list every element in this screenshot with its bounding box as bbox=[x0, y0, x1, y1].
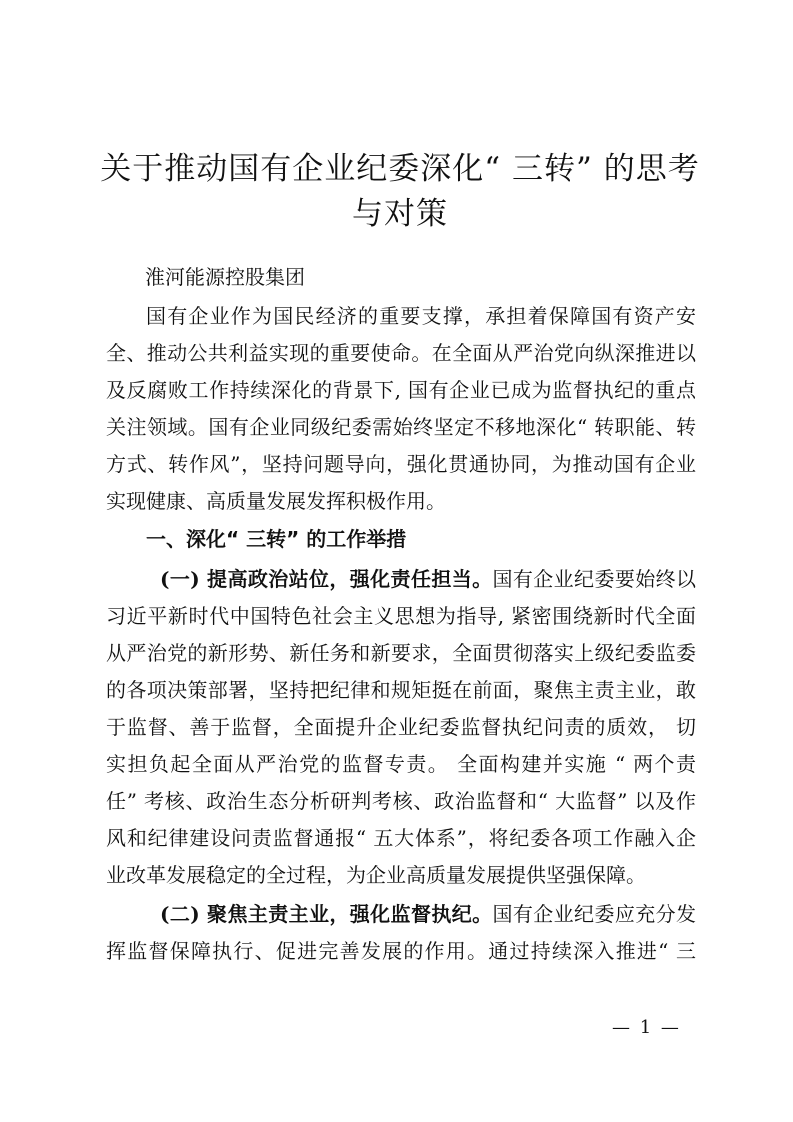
page-number: — 1 — bbox=[612, 1017, 681, 1038]
intro-line: 国有企业作为国民经济的重要支撑，承担着保障国有资产安 bbox=[146, 304, 696, 328]
intro-line: 方式、转作风”，坚持问题导向，强化贯通协同，为推动国有企业 bbox=[106, 452, 696, 476]
intro-line: 关注领域。国有企业同级纪委需始终坚定不移地深化“ 转职能、转 bbox=[106, 415, 696, 439]
item-2-first-rest: 国有企业纪委应充分发 bbox=[492, 902, 696, 926]
intro-line: 及反腐败工作持续深化的背景下, 国有企业已成为监督执纪的重点 bbox=[106, 378, 696, 402]
document-title-line-1: 关于推动国有企业纪委深化“ 三转” 的思考 bbox=[100, 151, 700, 187]
item-1-line: 的各项决策部署，坚持把纪律和规矩挺在前面，聚焦主责主业，敢 bbox=[106, 678, 696, 702]
item-1-line: 习近平新时代中国特色社会主义思想为指导, 紧密围绕新时代全面 bbox=[106, 604, 696, 628]
item-1-line: 风和纪律建设问责监督通报“ 五大体系”，将纪委各项工作融入企 bbox=[106, 826, 696, 850]
author-organization: 淮河能源控股集团 bbox=[145, 265, 305, 289]
item-2-line: 挥监督保障执行、促进完善发展的作用。通过持续深入推进“ 三 bbox=[106, 939, 696, 963]
item-1-first-line bbox=[160, 562, 696, 596]
item-1-line: 于监督、善于监督，全面提升企业纪委监督执纪问责的质效， 切 bbox=[106, 715, 696, 739]
item-1-line: 从严治党的新形势、新任务和新要求，全面贯彻落实上级纪委监委 bbox=[106, 641, 696, 665]
item-1-first-rest: 国有企业纪委要始终以 bbox=[492, 567, 696, 591]
item-1-line: 业改革发展稳定的全过程，为企业高质量发展提供坚强保障。 bbox=[106, 863, 646, 887]
intro-line: 全、推动公共利益实现的重要使命。在全面从严治党向纵深推进以 bbox=[106, 341, 696, 365]
intro-line: 实现健康、高质量发展发挥积极作用。 bbox=[106, 489, 446, 513]
section-heading-1: 一、深化“ 三转” 的工作举措 bbox=[146, 527, 407, 551]
document-title-line-2: 与对策 bbox=[352, 196, 448, 232]
item-1-lead: (一) 提高政治站位，强化责任担当。 bbox=[160, 567, 493, 591]
item-1-line: 任” 考核、政治生态分析研判考核、政治监督和“ 大监督” 以及作 bbox=[106, 789, 696, 813]
item-2-lead: (二) 聚焦主责主业，强化监督执纪。 bbox=[160, 902, 493, 926]
item-2-first-line bbox=[160, 897, 696, 931]
item-1-line: 实担负起全面从严治党的监督专责。 全面构建并实施 “ 两个责 bbox=[106, 752, 696, 776]
